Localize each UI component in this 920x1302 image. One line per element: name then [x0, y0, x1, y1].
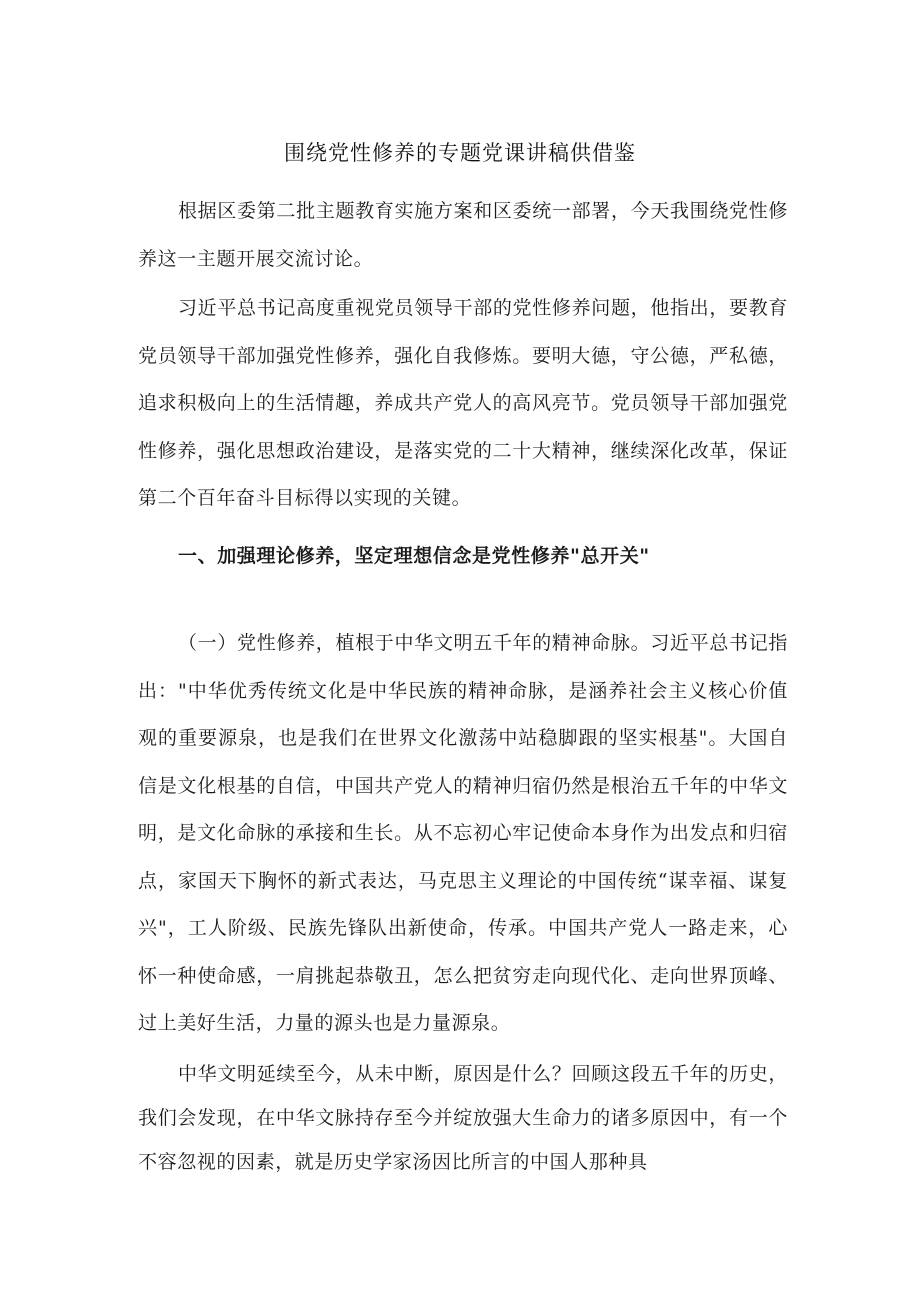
intro-paragraph: 根据区委第二批主题教育实施方案和区委统一部署，今天我围绕党性修养这一主题开展交流讨论。 — [138, 200, 788, 270]
body-paragraph: 习近平总书记高度重视党员领导干部的党性修养问题，他指出，要教育党员领导干部加强党性修养，强化自我修炼。要明大德，守公德，严私德，追求积极向上的生活情趣，养成共产党人的高风亮节。党员领导干部加强党性修养，强化思想政治建设，是落实党的二十大精神，继续深化改革，保证第二个百年奋斗目标得以实现的关键。 — [138, 297, 788, 509]
section-heading: 一、加强理论修养，坚定理想信念是党性修养"总开关" — [178, 545, 650, 567]
section-paragraph-1: （一）党性修养，植根于中华文明五千年的精神命脉。习近平总书记指出："中华优秀传统文化是中华民族的精神命脉，是涵养社会主义核心价值观的重要源泉，也是我们在世界文化激荡中站稳脚跟的坚实根基"。大国自信是文化根基的自信，中国共产党人的精神归宿仍然是根治五千年的中华文明，是文化命脉的承接和生长。从不忘初心牢记使命本身作为出发点和归宿点，家国天下胸怀的新式表达，马克思主义理论的中国传统“谋幸福、谋复兴"，工人阶级、民族先锋队出新使命，传承。中国共产党人一路走来，心怀一种使命感，一肩挑起恭敬丑，怎么把贫穷走向现代化、走向世界顶峰、过上美好生活，力量的源头也是力量源泉。 — [138, 632, 788, 1034]
section-paragraph-2: 中华文明延续至今，从未中断，原因是什么？回顾这段五千年的历史，我们会发现，在中华文脉持存至今并绽放强大生命力的诸多原因中，有一个不容忽视的因素，就是历史学家汤因比所言的中国人那种具 — [138, 1063, 788, 1173]
document-title: 围绕党性修养的专题党课讲稿供借鉴 — [284, 141, 636, 165]
